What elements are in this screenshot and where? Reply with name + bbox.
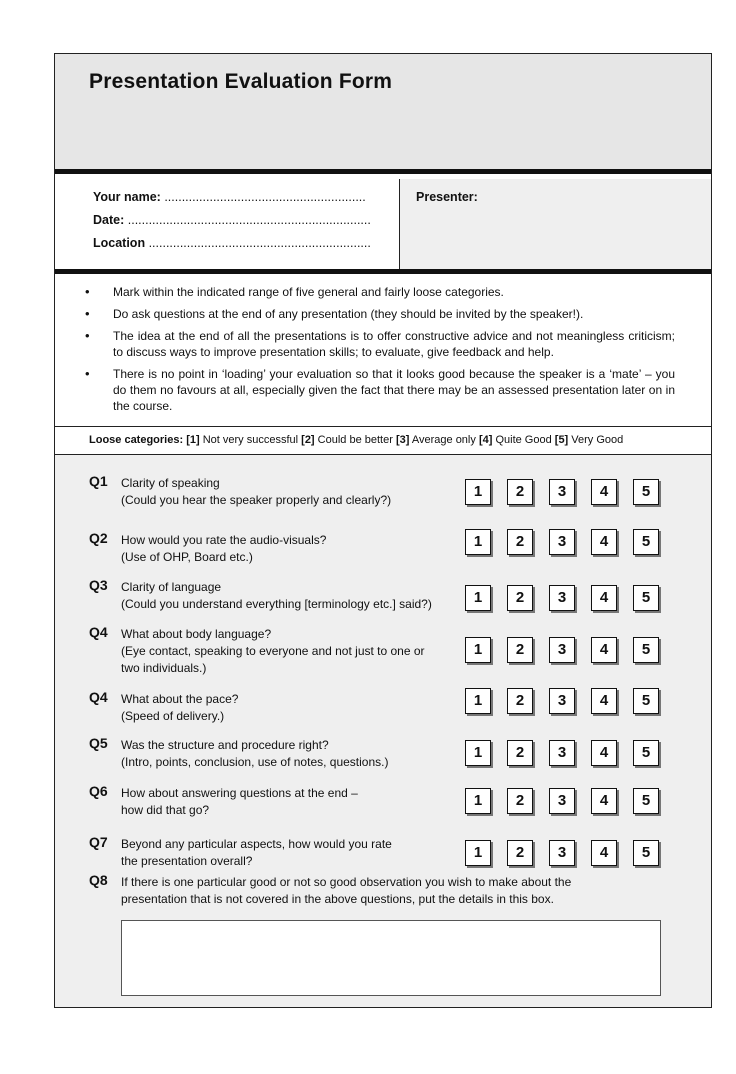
rating-box-2[interactable]: 2: [507, 688, 533, 714]
question-text-line: the presentation overall?: [121, 854, 253, 868]
bullet-icon: •: [85, 328, 90, 343]
rating-box-4[interactable]: 4: [591, 585, 617, 611]
question-text-line: (Eye contact, speaking to everyone and not just to one or: [121, 644, 425, 658]
question-text-line: Clarity of language: [121, 580, 222, 594]
rating-box-4[interactable]: 4: [591, 840, 617, 866]
rating-box-1[interactable]: 1: [465, 740, 491, 766]
rating-box-1[interactable]: 1: [465, 529, 491, 555]
question-text-line: (Intro, points, conclusion, use of notes, questions.): [121, 755, 389, 769]
category-text: Very Good: [571, 434, 624, 446]
rating-box-1[interactable]: 1: [465, 840, 491, 866]
form-title: Presentation Evaluation Form: [89, 70, 393, 93]
date-label: Date:: [93, 213, 125, 227]
rating-box-4[interactable]: 4: [591, 788, 617, 814]
question-text-line: Clarity of speaking: [121, 476, 220, 490]
bullet-icon: •: [85, 306, 90, 321]
question-number: Q4: [89, 624, 108, 640]
instruction-text: Do ask questions at the end of any presentation (they should be invited by the speaker!).: [113, 307, 584, 321]
instruction-item: [85, 284, 675, 300]
instruction-text: The idea at the end of all the presentations is to offer constructive advice and not meaningless criticism; to discuss ways to improve presentation skills; to evaluate, give feedback and help.: [113, 329, 675, 359]
rating-box-2[interactable]: 2: [507, 529, 533, 555]
rating-box-2[interactable]: 2: [507, 740, 533, 766]
instructions-section: [55, 274, 711, 427]
q8-text-line: presentation that is not covered in the above questions, put the details in this box.: [121, 892, 554, 906]
rating-box-3[interactable]: 3: [549, 637, 575, 663]
question-text: [121, 475, 461, 509]
question-text: [121, 626, 461, 677]
rating-box-1[interactable]: 1: [465, 688, 491, 714]
rating-box-3[interactable]: 3: [549, 585, 575, 611]
rating-box-2[interactable]: 2: [507, 840, 533, 866]
rating-box-3[interactable]: 3: [549, 529, 575, 555]
question-text: [121, 836, 461, 870]
rating-box-4[interactable]: 4: [591, 479, 617, 505]
rating-box-1[interactable]: 1: [465, 479, 491, 505]
category-number: [5]: [554, 434, 569, 446]
rating-box-3[interactable]: 3: [549, 688, 575, 714]
question-text-line: (Speed of delivery.): [121, 709, 225, 723]
category-number: [3]: [395, 434, 410, 446]
name-label: Your name:: [93, 190, 161, 204]
question-text-line: (Could you understand everything [terminology etc.] said?): [121, 597, 432, 611]
question-text-line: How would you rate the audio-visuals?: [121, 533, 327, 547]
question-text: [121, 691, 461, 725]
question-number: Q3: [89, 577, 108, 593]
evaluation-form: [54, 53, 712, 1008]
rating-box-2[interactable]: 2: [507, 585, 533, 611]
rating-box-4[interactable]: 4: [591, 637, 617, 663]
question-number: Q4: [89, 689, 108, 705]
presenter-label: Presenter:: [416, 190, 478, 204]
question-text-line: (Use of OHP, Board etc.): [121, 550, 253, 564]
question-text-line: Was the structure and procedure right?: [121, 738, 329, 752]
bullet-icon: •: [85, 284, 90, 299]
instruction-item: [85, 306, 675, 322]
category-text: Average only: [411, 434, 476, 446]
categories-legend-text: [89, 427, 623, 454]
instructions-list: [85, 284, 675, 420]
rating-box-4[interactable]: 4: [591, 688, 617, 714]
question-text: [121, 532, 461, 566]
question-number: Q2: [89, 530, 108, 546]
question-number: Q7: [89, 834, 108, 850]
location-dotted-line: ................................................................: [148, 236, 371, 250]
rating-box-4[interactable]: 4: [591, 740, 617, 766]
rating-box-5[interactable]: 5: [633, 688, 659, 714]
bullet-icon: •: [85, 366, 90, 381]
question-text-line: (Could you hear the speaker properly and clearly?): [121, 493, 392, 507]
date-dotted-line: ......................................................................: [127, 213, 371, 227]
question-number: Q1: [89, 473, 108, 489]
rating-box-1[interactable]: 1: [465, 585, 491, 611]
questions-area: [55, 455, 711, 1007]
instruction-item: [85, 366, 675, 414]
rating-box-5[interactable]: 5: [633, 637, 659, 663]
rating-box-3[interactable]: 3: [549, 479, 575, 505]
rating-box-5[interactable]: 5: [633, 479, 659, 505]
date-field[interactable]: [93, 213, 371, 227]
question-text-line: How about answering questions at the end –: [121, 786, 358, 800]
rating-box-1[interactable]: 1: [465, 788, 491, 814]
instruction-item: [85, 328, 675, 360]
rating-box-5[interactable]: 5: [633, 585, 659, 611]
question-text-line: how did that go?: [121, 803, 210, 817]
question-number: Q5: [89, 735, 108, 751]
rating-box-2[interactable]: 2: [507, 637, 533, 663]
question-number: Q6: [89, 783, 108, 799]
instruction-text: There is no point in ‘loading’ your evaluation so that it looks good because the speaker is a ‘mate’ – you do them no favours at all, especially given the fact that there may be an assessed presentation later on in the course.: [113, 367, 675, 413]
q8-text-line: If there is one particular good or not so good observation you wish to make about the: [121, 875, 572, 889]
q8-answer-box[interactable]: [121, 920, 661, 996]
rating-box-3[interactable]: 3: [549, 840, 575, 866]
rating-box-2[interactable]: 2: [507, 479, 533, 505]
form-header: [55, 54, 711, 174]
rating-box-1[interactable]: 1: [465, 637, 491, 663]
info-left-panel: [55, 179, 400, 269]
location-field[interactable]: [93, 236, 371, 250]
instruction-text: Mark within the indicated range of five general and fairly loose categories.: [113, 285, 504, 299]
presenter-panel[interactable]: [400, 179, 711, 269]
rating-box-2[interactable]: 2: [507, 788, 533, 814]
question-text-line: What about body language?: [121, 627, 272, 641]
location-label: Location: [93, 236, 146, 250]
q8-text: [121, 874, 621, 908]
categories-legend: [55, 427, 711, 455]
name-dotted-line: ..........................................................: [164, 190, 366, 204]
question-text: [121, 785, 461, 819]
rating-box-5[interactable]: 5: [633, 788, 659, 814]
rating-box-3[interactable]: 3: [549, 788, 575, 814]
name-field[interactable]: [93, 190, 366, 204]
rating-box-5[interactable]: 5: [633, 529, 659, 555]
category-text: Could be better: [317, 434, 393, 446]
info-section: [55, 179, 711, 274]
rating-box-5[interactable]: 5: [633, 840, 659, 866]
question-text-line: What about the pace?: [121, 692, 239, 706]
categories-label: Loose categories:: [89, 434, 184, 446]
question-text-line: Beyond any particular aspects, how would you rate: [121, 837, 392, 851]
category-text: Not very successful: [202, 434, 299, 446]
category-number: [1]: [186, 434, 200, 446]
rating-box-4[interactable]: 4: [591, 529, 617, 555]
category-number: [4]: [478, 434, 493, 446]
category-text: Quite Good: [495, 434, 552, 446]
question-text: [121, 737, 461, 771]
rating-box-5[interactable]: 5: [633, 740, 659, 766]
q8-number: Q8: [89, 872, 108, 888]
category-number: [2]: [301, 434, 315, 446]
question-text-line: two individuals.): [121, 661, 207, 675]
rating-box-3[interactable]: 3: [549, 740, 575, 766]
question-text: [121, 579, 461, 613]
